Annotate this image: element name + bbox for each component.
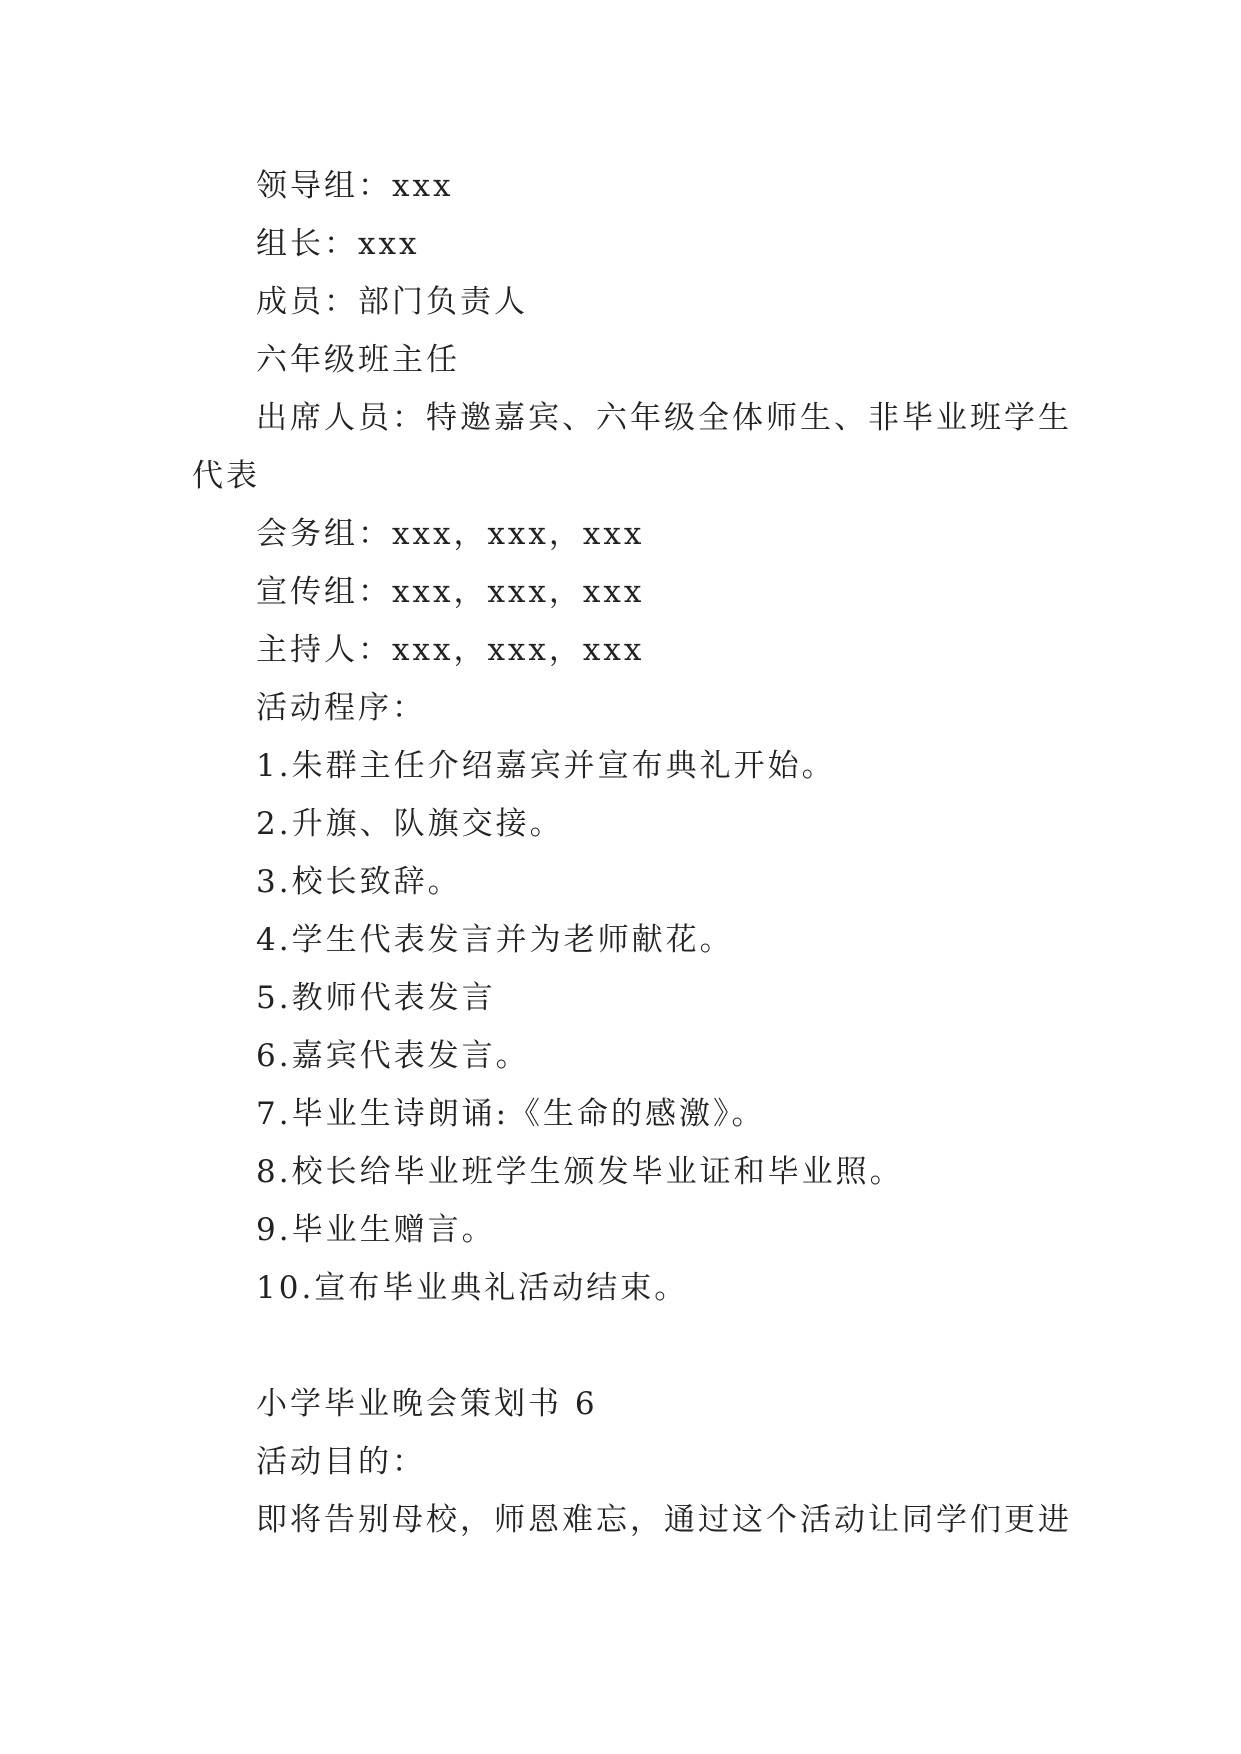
program-item-9: 9.毕业生赠言。	[256, 1212, 496, 1248]
members-line: 成员：部门负责人	[256, 284, 528, 320]
program-item-2: 2.升旗、队旗交接。	[256, 806, 564, 842]
attendees-line-continued: 代表	[192, 458, 260, 494]
class-teacher-line: 六年级班主任	[256, 342, 460, 378]
program-item-8: 8.校长给毕业班学生颁发毕业证和毕业照。	[256, 1154, 904, 1190]
program-item-10: 10.宣布毕业典礼活动结束。	[256, 1270, 689, 1306]
attendees-line: 出席人员：特邀嘉宾、六年级全体师生、非毕业班学生	[256, 400, 1072, 436]
section-title: 小学毕业晚会策划书 6	[256, 1386, 598, 1422]
purpose-text: 即将告别母校，师恩难忘，通过这个活动让同学们更进	[256, 1502, 1072, 1538]
program-heading: 活动程序：	[256, 690, 426, 726]
affairs-group-line: 会务组：xxx，xxx，xxx	[256, 516, 645, 552]
group-leader-line: 组长：xxx	[256, 226, 420, 262]
program-item-4: 4.学生代表发言并为老师献花。	[256, 922, 734, 958]
purpose-heading: 活动目的：	[256, 1444, 426, 1480]
program-item-6: 6.嘉宾代表发言。	[256, 1038, 530, 1074]
program-item-5: 5.教师代表发言	[256, 980, 496, 1016]
publicity-group-line: 宣传组：xxx，xxx，xxx	[256, 574, 645, 610]
program-item-7: 7.毕业生诗朗诵:《生命的感激》。	[256, 1096, 766, 1132]
program-item-3: 3.校长致辞。	[256, 864, 462, 900]
program-item-1: 1.朱群主任介绍嘉宾并宣布典礼开始。	[256, 748, 836, 784]
host-line: 主持人：xxx，xxx，xxx	[256, 632, 645, 668]
leadership-group-line: 领导组：xxx	[256, 168, 454, 204]
